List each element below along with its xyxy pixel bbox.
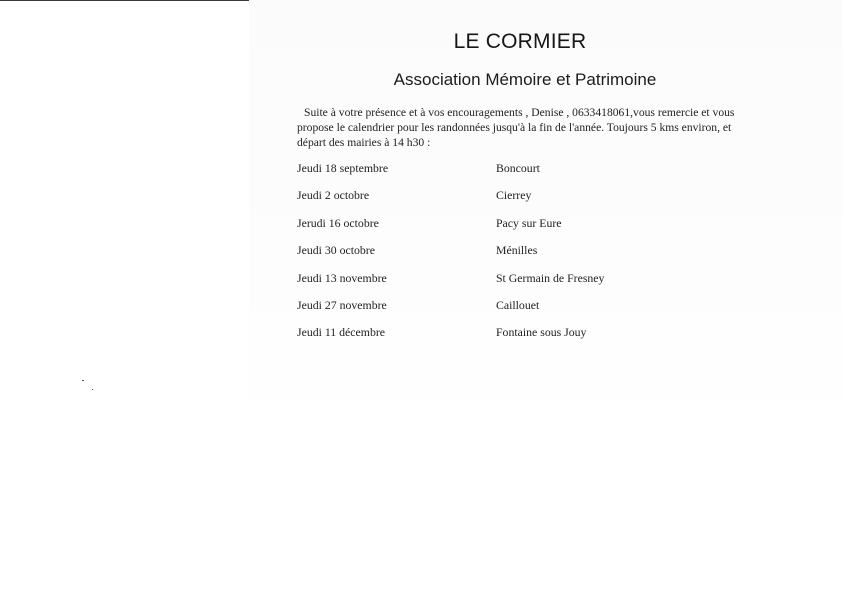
schedule-row	[297, 298, 717, 325]
schedule-place: Caillouet	[496, 297, 540, 312]
schedule-row	[297, 243, 717, 270]
schedule-row	[297, 325, 717, 352]
page-title: LE CORMIER	[453, 30, 587, 53]
schedule-date: Jerudi 16 octobre	[297, 215, 379, 230]
schedule-date: Jeudi 11 décembre	[297, 325, 386, 340]
scan-edge-line	[0, 0, 249, 1]
scan-speck	[82, 380, 84, 381]
schedule-place: Boncourt	[496, 161, 540, 175]
schedule-row	[297, 216, 717, 243]
schedule-date: Jeudi 13 novembre	[297, 270, 387, 285]
schedule-date: Jeudi 27 novembre	[297, 297, 387, 312]
scan-speck	[92, 389, 93, 390]
schedule-place: St Germain de Fresney	[496, 270, 605, 285]
page-subtitle: Association Mémoire et Patrimoine	[393, 70, 657, 89]
schedule-date: Jeudi 30 octobre	[297, 243, 375, 258]
schedule-place: Fontaine sous Jouy	[496, 325, 587, 340]
schedule-place: Pacy sur Eure	[496, 215, 562, 230]
schedule-row	[297, 188, 717, 215]
schedule-date: Jeudi 18 septembre	[297, 161, 389, 175]
schedule-place: Cierrey	[496, 188, 532, 203]
schedule-row	[297, 161, 717, 188]
schedule-date: Jeudi 2 octobre	[297, 188, 370, 203]
schedule-row	[297, 271, 717, 298]
intro-paragraph: Suite à votre présence et à vos encouragements , Denise , 0633418061,vous remercie et vous propose le calendrier pour les randonnées jusqu'à la fin de l'année. Toujours 5 kms environ, et départ des mairies à 14 h30 :	[297, 106, 735, 149]
schedule-list	[297, 161, 717, 353]
schedule-place: Ménilles	[496, 243, 538, 258]
